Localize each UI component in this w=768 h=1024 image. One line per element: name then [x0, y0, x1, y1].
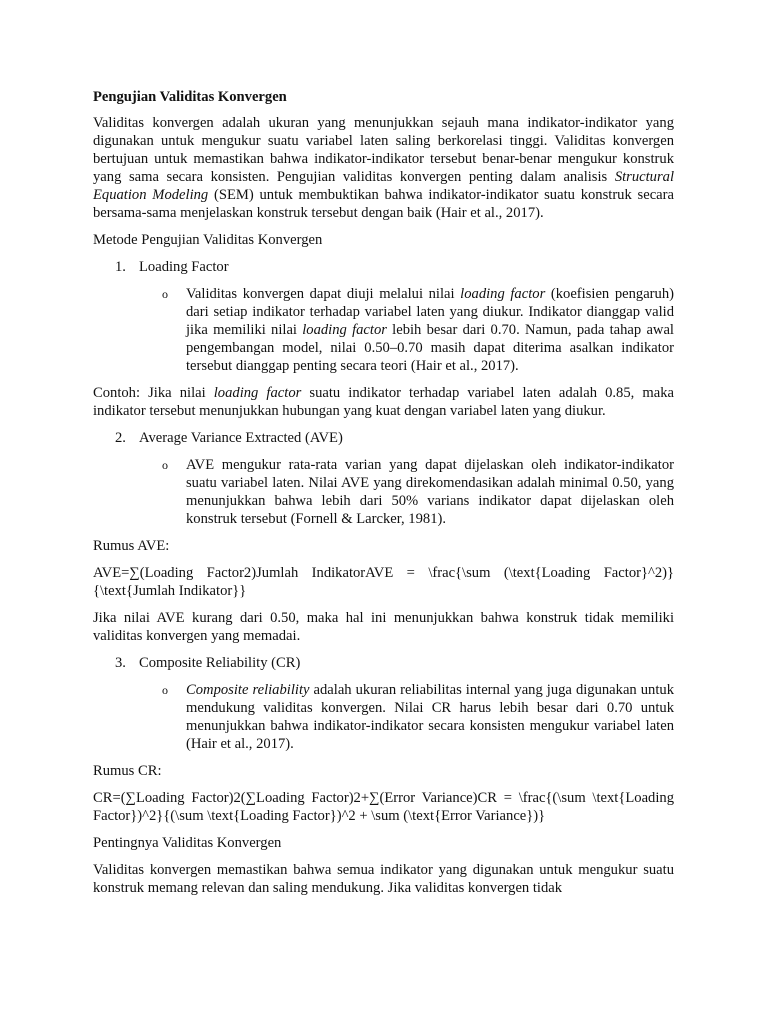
sem-term: Structural Equation Modeling: [93, 169, 674, 203]
bullet-circle-icon: o: [162, 458, 168, 472]
list-item-label: Average Variance Extracted (AVE): [139, 430, 343, 446]
ave-note: Jika nilai AVE kurang dari 0.50, maka hal ini menunjukkan bahwa konstruk tidak memiliki validitas konvergen yang memadai.: [93, 610, 674, 644]
list-item-label: Composite Reliability (CR): [139, 655, 301, 671]
list-item-cr: [93, 654, 674, 672]
document-title: Pengujian Validitas Konvergen: [93, 89, 287, 105]
bullet-text: Composite reliability adalah ukuran reliabilitas internal yang juga digunakan untuk mendukung validitas konvergen. Nilai CR harus lebih besar dari 0.70 untuk menunjukkan bahwa indikator-indikator secara konsisten mengukur variabel laten (Hair et al., 2017).: [186, 682, 674, 752]
bullet-text: AVE mengukur rata-rata varian yang dapat dijelaskan oleh indikator-indikator suatu variabel laten. Nilai AVE yang direkomendasikan adalah minimal 0.50, yang menunjukkan bahwa lebih dari 50% varians indikator dapat dijelaskan oleh konstruk tersebut (Fornell & Larcker, 1981).: [186, 457, 674, 527]
cr-formula-label: Rumus CR:: [93, 763, 162, 779]
ave-formula: AVE=∑(Loading Factor2)Jumlah IndikatorAVE = \frac{\sum (\text{Loading Factor}^2)}{\text{Jumlah Indikator}}: [93, 565, 674, 599]
example-paragraph: Contoh: Jika nilai loading factor suatu indikator terhadap variabel laten adalah 0.85, maka indikator tersebut menunjukkan hubungan yang kuat dengan variabel laten yang diukur.: [93, 385, 674, 419]
list-number: 3.: [115, 655, 126, 671]
list-item-label: Loading Factor: [139, 259, 229, 275]
bullet-ave: [93, 456, 674, 528]
importance-heading: Pentingnya Validitas Konvergen: [93, 835, 282, 851]
list-number: 2.: [115, 430, 126, 446]
bullet-loading-factor: [93, 285, 674, 375]
method-heading: Metode Pengujian Validitas Konvergen: [93, 232, 323, 248]
cr-formula: CR=(∑Loading Factor)2(∑Loading Factor)2+∑(Error Variance)CR = \frac{(\sum \text{Loading Factor})^2}{(\sum \text{Loading Factor})^2 + \sum (\text{Error Variance})}: [93, 790, 674, 824]
list-item-ave: [93, 429, 674, 447]
bullet-text: Validitas konvergen dapat diuji melalui nilai loading factor (koefisien pengaruh) dari setiap indikator terhadap variabel laten yang diukur. Indikator dianggap valid jika memiliki nilai loading factor lebih besar dari 0.70. Namun, pada tahap awal pengembangan model, nilai 0.50–0.70 masih dapat diterima asalkan indikator tersebut dianggap penting secara teori (Hair et al., 2017).: [186, 286, 674, 374]
bullet-circle-icon: o: [162, 287, 168, 301]
list-number: 1.: [115, 259, 126, 275]
intro-paragraph: Validitas konvergen adalah ukuran yang menunjukkan sejauh mana indikator-indikator yang digunakan untuk mengukur suatu variabel laten saling berkorelasi tinggi. Validitas konvergen bertujuan untuk memastikan bahwa indikator-indikator tersebut benar-benar mengukur konstruk yang sama secara konsisten. Pengujian validitas konvergen penting dalam analisis Structural Equation Modeling (SEM) untuk membuktikan bahwa indikator-indikator suatu konstruk secara bersama-sama menjelaskan konstruk tersebut dengan baik (Hair et al., 2017).: [93, 115, 674, 221]
list-item-loading-factor: [93, 258, 674, 276]
importance-paragraph: Validitas konvergen memastikan bahwa semua indikator yang digunakan untuk mengukur suatu konstruk memang relevan dan saling mendukung. Jika validitas konvergen tidak: [93, 862, 674, 896]
bullet-circle-icon: o: [162, 683, 168, 697]
bullet-cr: [93, 681, 674, 753]
ave-formula-label: Rumus AVE:: [93, 538, 170, 554]
